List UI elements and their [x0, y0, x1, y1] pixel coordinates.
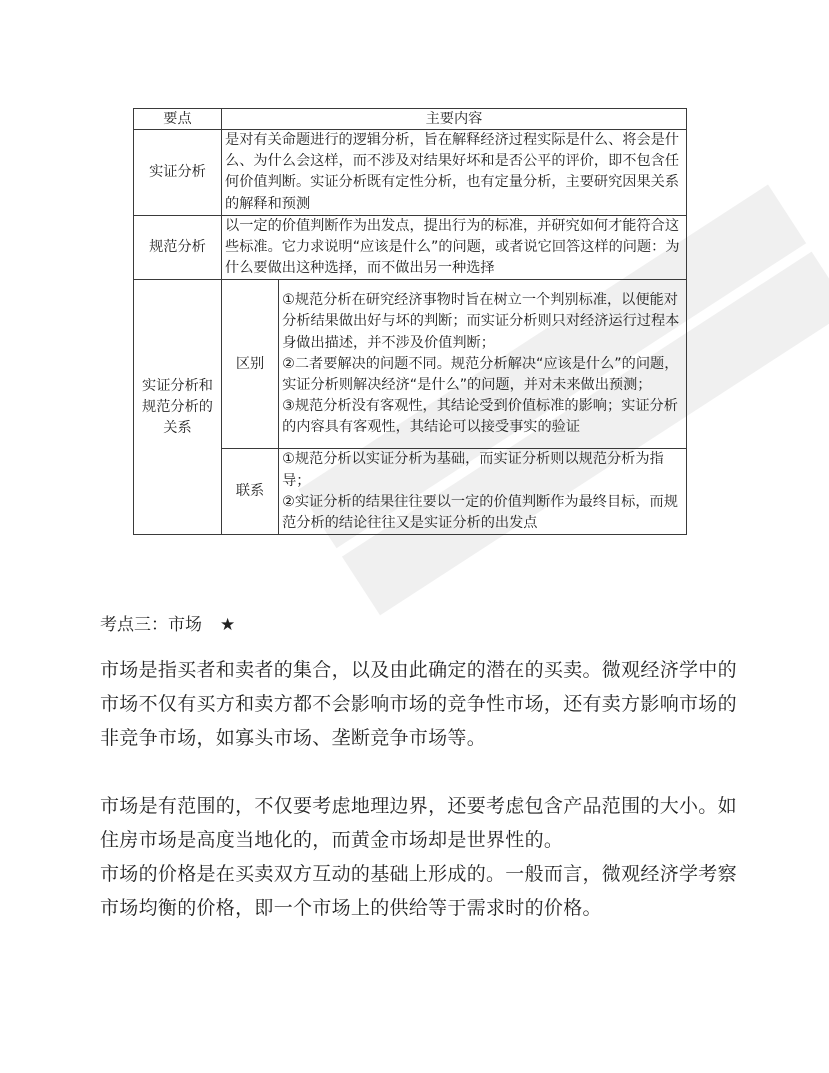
difference-label: 区别 — [222, 280, 279, 449]
star-icon: ★ — [220, 615, 236, 635]
connection-label: 联系 — [222, 449, 279, 535]
comparison-table — [133, 108, 687, 535]
paragraph: 市场是有范围的，不仅要考虑地理边界，还要考虑包含产品范围的大小。如住房市场是高度当地化的，而黄金市场却是世界性的。 — [100, 795, 737, 851]
paragraph: 市场的价格是在买卖双方互动的基础上形成的。一般而言，微观经济学考察市场均衡的价格，即一个市场上的供给等于需求时的价格。 — [100, 863, 737, 919]
row-content: 以一定的价值判断作为出发点，提出行为的标准，并研究如何才能符合这些标准。它力求说明“应该是什么”的问题，或者说它回答这样的问题：为什么要做出这种选择，而不做出另一种选择 — [222, 215, 687, 280]
row-key: 实证分析 — [134, 130, 222, 216]
table-row — [134, 280, 687, 449]
paragraph: 市场是指买者和卖者的集合，以及由此确定的潜在的买卖。微观经济学中的市场不仅有买方和卖方都不会影响市场的竞争性市场，还有卖方影响市场的非竞争市场，如寡头市场、垄断竞争市场等。 — [100, 659, 737, 749]
row-key: 规范分析 — [134, 215, 222, 280]
relation-key: 实证分析和规范分析的关系 — [134, 280, 222, 535]
header-key: 要点 — [134, 109, 222, 130]
table-header-row — [134, 109, 687, 130]
header-content: 主要内容 — [222, 109, 687, 130]
table-row — [134, 215, 687, 280]
difference-content: ①规范分析在研究经济事物时旨在树立一个判别标准，以便能对分析结果做出好与坏的判断；而实证分析则只对经济运行过程本身做出描述，并不涉及价值判断； ②二者要解决的问题不同。规范分析解决“应该是什么”的问题，实证分析则解决经济“是什么”的问题，并对未来做出预测； ③规范分析没有客观性，其结论受到价值标准的影响；实证分析的内容具有客观性，其结论可以接受事实的验证 — [279, 280, 687, 449]
table-row — [134, 130, 687, 216]
section-title — [100, 610, 235, 635]
row-content: 是对有关命题进行的逻辑分析，旨在解释经济过程实际是什么、将会是什么、为什么会这样，而不涉及对结果好坏和是否公平的评价，即不包含任何价值判断。实证分析既有定性分析，也有定量分析，主要研究因果关系的解释和预测 — [222, 130, 687, 216]
connection-content: ①规范分析以实证分析为基础，而实证分析则以规范分析为指导； ②实证分析的结果往往要以一定的价值判断作为最终目标，而规范分析的结论往往又是实证分析的出发点 — [279, 449, 687, 535]
section-title-text: 考点三：市场 — [100, 615, 202, 635]
